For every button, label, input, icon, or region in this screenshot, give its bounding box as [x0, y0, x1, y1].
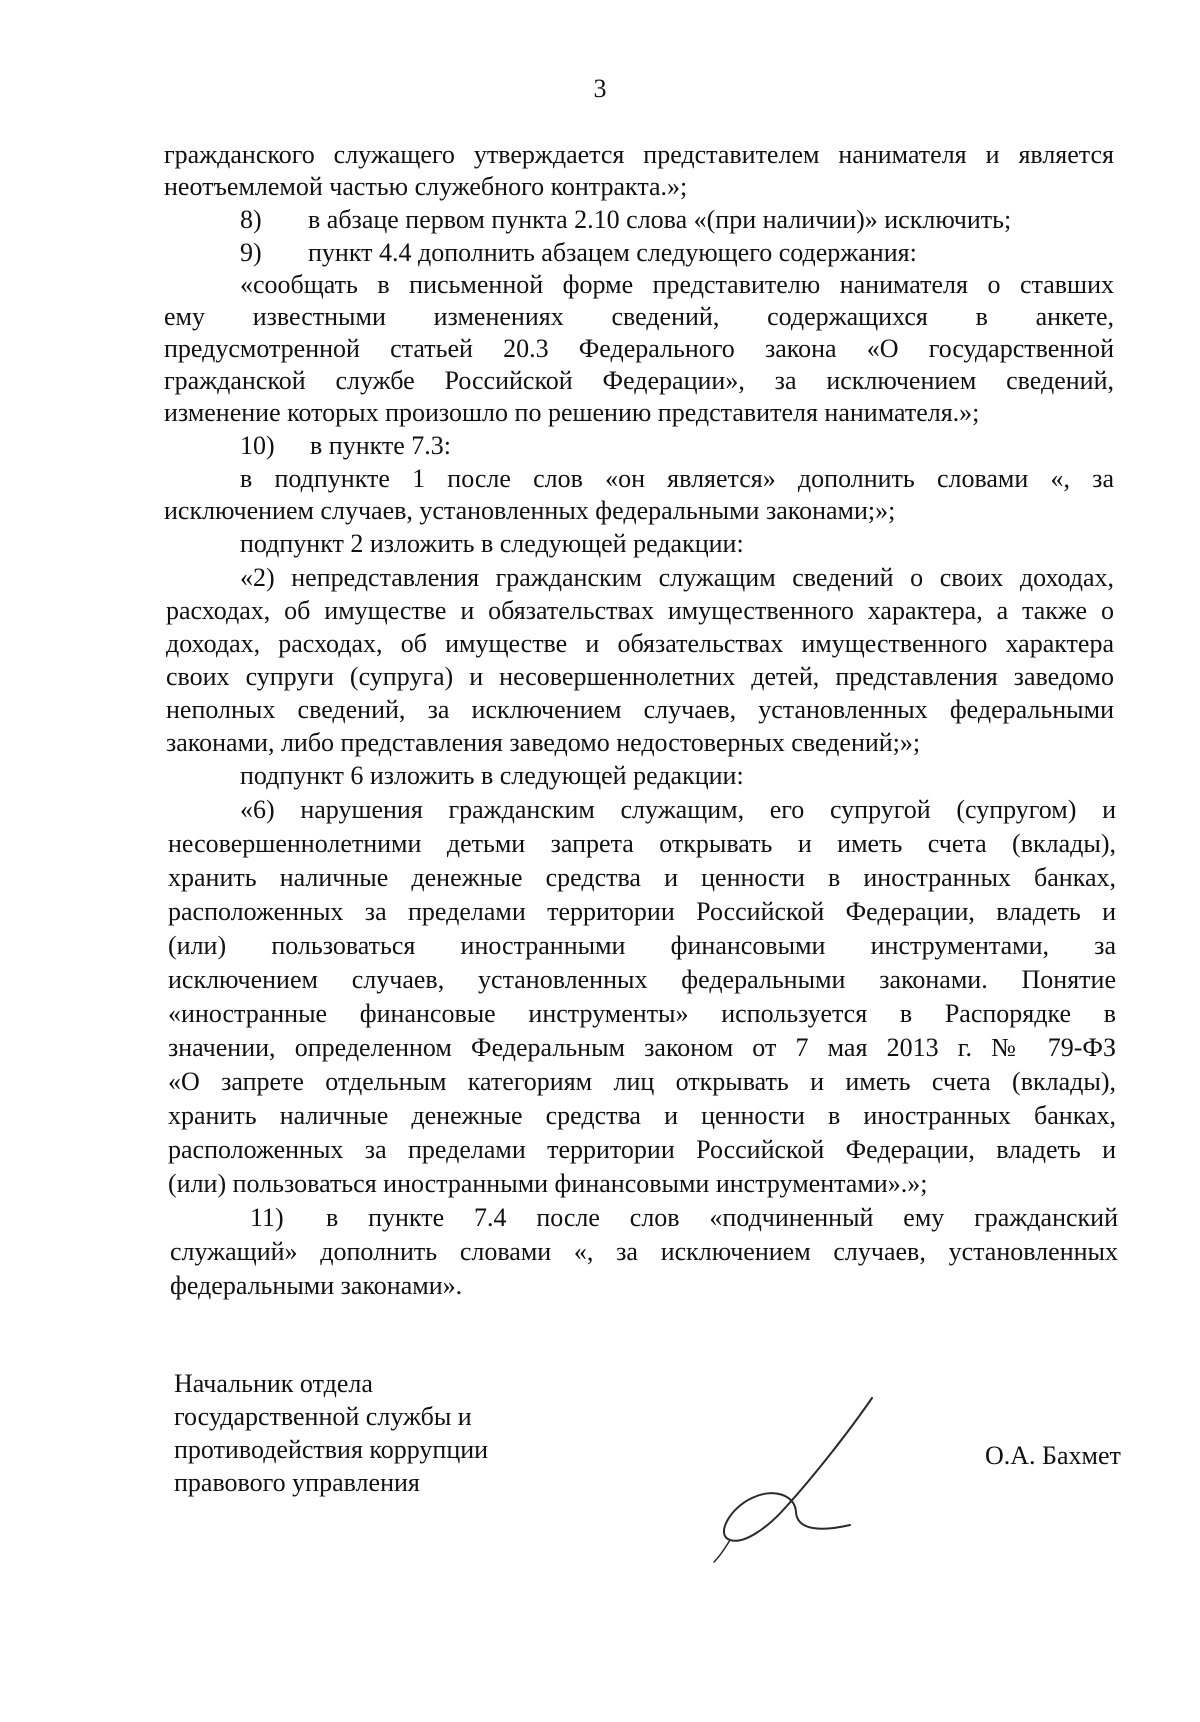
text-line: расходах, об имуществе и обязательствах имущественного характера, а также о [166, 596, 1114, 625]
text-line: (или) пользоваться иностранными финансовыми инструментами».»; [168, 1169, 928, 1198]
signer-title-line: правового управления [174, 1468, 420, 1497]
text-line: законами, либо представления заведомо недостоверных сведений;»; [166, 728, 921, 757]
text-line: (или) пользоваться иностранными финансовыми инструментами, за [168, 931, 1116, 960]
text-line: изменение которых произошло по решению представителя нанимателя.»; [164, 398, 980, 427]
text-line: доходах, расходах, об имуществе и обязательствах имущественного характера [166, 629, 1114, 658]
text-line: хранить наличные денежные средства и ценности в иностранных банках, [168, 1101, 1116, 1130]
text-line: расположенных за пределами территории Российской Федерации, владеть и [168, 897, 1116, 926]
text-line: исключением случаев, установленных федеральными законами;»; [164, 496, 896, 525]
text-line: гражданской службе Российской Федерации», за исключением сведений, [164, 366, 1114, 395]
text-line: «2) непредставления гражданским служащим сведений о своих доходах, [240, 563, 1114, 592]
signer-title-line: противодействия коррупции [174, 1435, 489, 1464]
text-line: в абзаце первом пункта 2.10 слова «(при наличии)» исключить; [308, 205, 1012, 234]
text-line: «О запрете отдельным категориям лиц открывать и иметь счета (вклады), [168, 1067, 1116, 1096]
item-number: 11) [250, 1203, 284, 1232]
handwritten-signature [700, 1390, 890, 1570]
signer-name: О.А. Бахмет [985, 1441, 1121, 1470]
item-number: 9) [240, 238, 262, 267]
text-line: подпункт 6 изложить в следующей редакции: [240, 761, 744, 790]
item-number: 8) [240, 205, 262, 234]
text-line: «6) нарушения гражданским служащим, его супругой (супругом) и [240, 795, 1116, 824]
signer-title-line: Начальник отдела [174, 1369, 373, 1398]
signer-title [174, 1367, 488, 1499]
page-number: 3 [593, 74, 607, 103]
text-line: подпункт 2 изложить в следующей редакции: [240, 529, 744, 558]
text-line: «сообщать в письменной форме представителю нанимателя о ставших [240, 270, 1114, 299]
item-number: 10) [240, 431, 275, 460]
text-line: ему известными изменениях сведений, содержащихся в анкете, [164, 302, 1114, 331]
text-line: своих супруги (супруга) и несовершеннолетних детей, представления заведомо [166, 662, 1114, 691]
text-line: в пункте 7.4 после слов «подчиненный ему гражданский [326, 1203, 1118, 1232]
text-line: неполных сведений, за исключением случаев, установленных федеральными [166, 695, 1114, 724]
text-line: «иностранные финансовые инструменты» используется в Распорядке в [168, 999, 1116, 1028]
text-line: предусмотренной статьей 20.3 Федерального закона «О государственной [164, 334, 1114, 363]
text-line: расположенных за пределами территории Российской Федерации, владеть и [168, 1135, 1116, 1164]
text-line: исключением случаев, установленных федеральными законами. Понятие [168, 965, 1116, 994]
text-line: хранить наличные денежные средства и ценности в иностранных банках, [168, 863, 1116, 892]
text-line: пункт 4.4 дополнить абзацем следующего содержания: [308, 238, 917, 267]
text-line: несовершеннолетними детьми запрета открывать и иметь счета (вклады), [168, 829, 1116, 858]
signer-title-line: государственной службы и [174, 1402, 472, 1431]
text-line: в подпункте 1 после слов «он является» дополнить словами «, за [240, 464, 1114, 493]
text-line: федеральными законами». [170, 1271, 463, 1300]
text-line: значении, определенном Федеральным законом от 7 мая 2013 г. № 79-ФЗ [168, 1033, 1116, 1062]
text-line: в пункте 7.3: [310, 431, 452, 460]
text-line: неотъемлемой частью служебного контракта.»; [164, 172, 688, 201]
text-line: гражданского служащего утверждается представителем нанимателя и является [164, 140, 1114, 169]
text-line: служащий» дополнить словами «, за исключением случаев, установленных [170, 1237, 1118, 1266]
